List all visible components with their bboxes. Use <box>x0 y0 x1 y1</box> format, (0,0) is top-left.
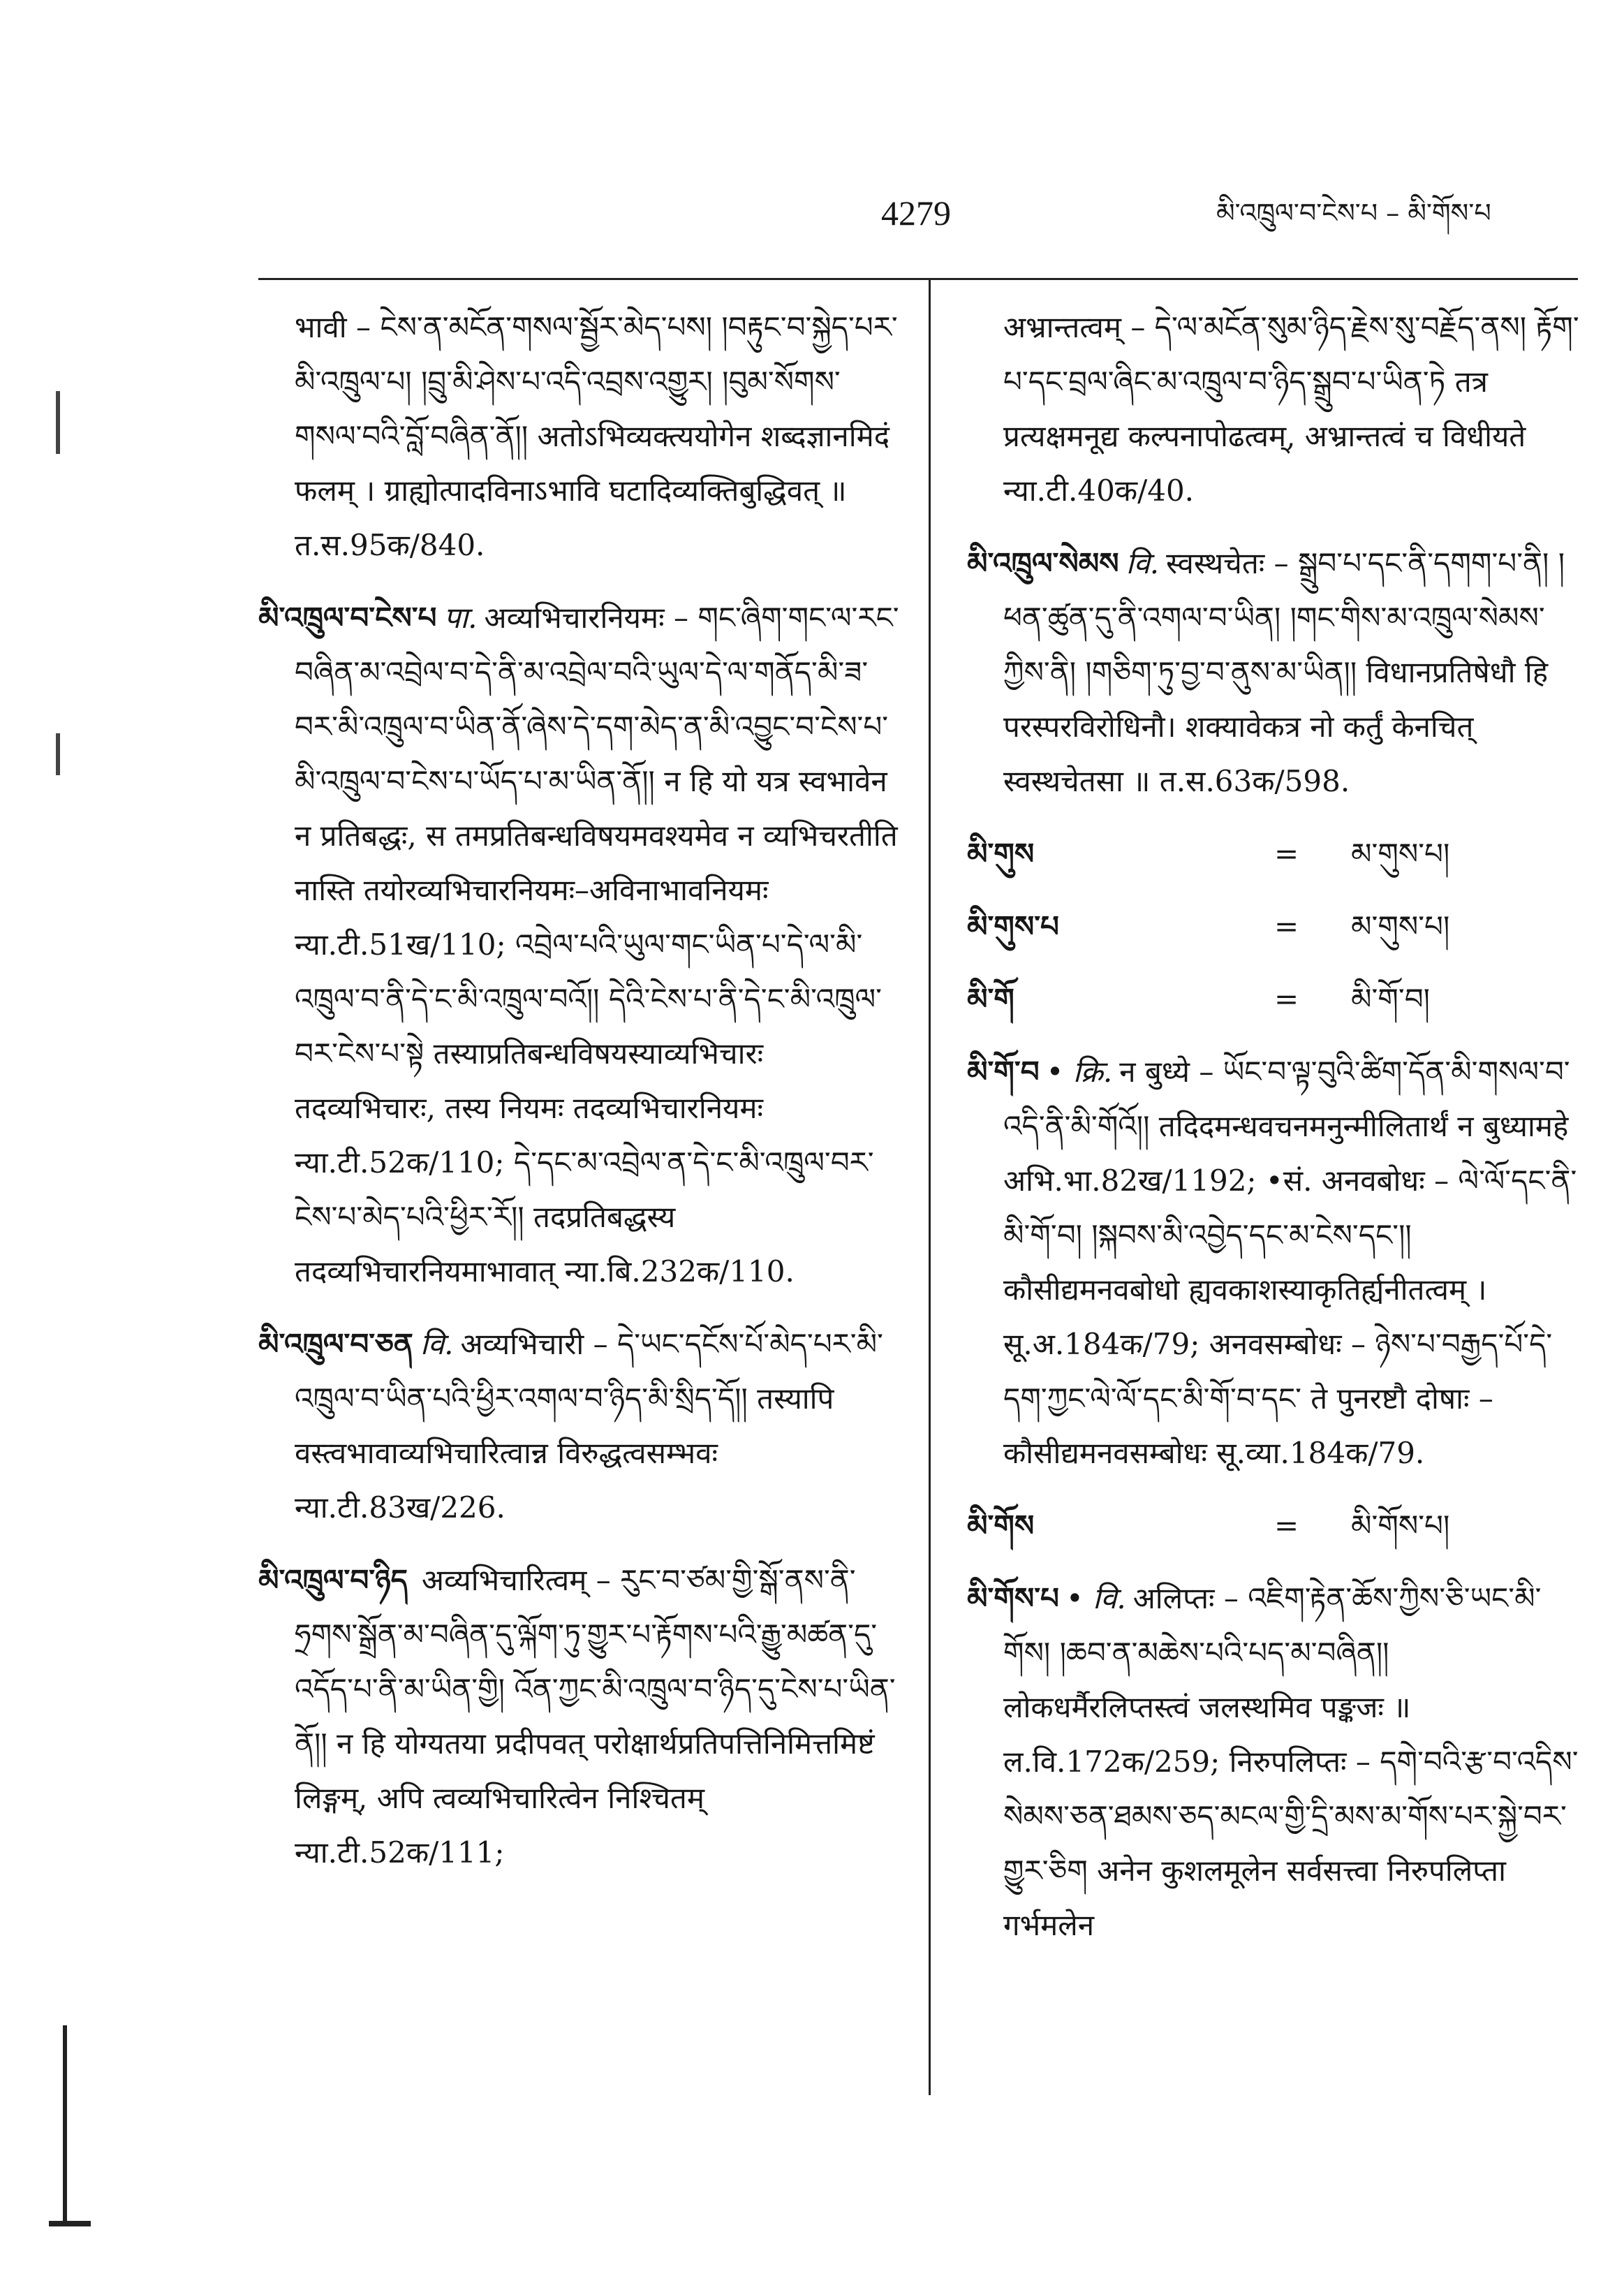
cross-reference-entry <box>967 1499 1581 1553</box>
dictionary-entry <box>258 1317 908 1535</box>
entry-grammar-tag: • वि. <box>1065 1581 1126 1615</box>
margin-mark <box>56 733 60 775</box>
equals-sign: = <box>1274 837 1299 871</box>
running-head: མི་འཁྲུལ་བ་ངེས་པ – མི་གོས་པ <box>1216 198 1491 228</box>
entry-text: अभ्रान्तत्वम् – དེ་ལ་མངོན་སུམ་ཉིད་རྗེས་སུ་བརྗོད་ནས། རྟོག་པ་དང་བྲལ་ཞིང་མ་འཁྲུལ་བ་ཉིད་སྒྲུབ་པ་ཡིན་ཏེ तत्र प्रत्यक्षमनूद्य कल्पनापोढत्वम्, अभ्रान्तत्वं च विधीयते न्या.टी.40क/40. <box>1003 310 1579 508</box>
entry-grammar-tag: पा. <box>443 601 478 635</box>
dictionary-entry <box>258 1553 908 1880</box>
entry-text: अव्यभिचारनियमः – གང་ཞིག་གང་ལ་རང་བཞིན་མ་འབྲེལ་བ་དེ་ནི་མ་འབྲེལ་བའི་ཡུལ་དེ་ལ་གནོད་མི་ཟ་བར་མི་འཁྲུལ་བ་ཡིན་ནོ་ཞེས་དེ་དག་མེད་ན་མི་འབྱུང་བ་ངེས་པ་མི་འཁྲུལ་བ་ངེས་པ་ཡོད་པ་མ་ཡིན་ནོ།། न हि यो यत्र स्वभावेन न प्रतिबद्धः, स तमप्रतिबन्धविषयमवश्यमेव न व्यभिचरतीति नास्ति तयोरव्यभिचारनियमः–अविनाभावनियमः न्या.टी.51ख/110; འབྲེལ་པའི་ཡུལ་གང་ཡིན་པ་དེ་ལ་མི་འཁྲུལ་བ་ནི་དེ་ང་མི་འཁྲུལ་བའོ།། དེའི་ངེས་པ་ནི་དེ་ང་མི་འཁྲུལ་བར་ངེས་པ་སྟེ तस्याप्रतिबन्धविषयस्याव्यभिचारः तदव्यभिचारः, तस्य नियमः तदव्यभिचारनियमः न्या.टी.52क/110; དེ་དང་མ་འབྲེལ་ན་དེ་ང་མི་འཁྲུལ་བར་ངེས་པ་མེད་པའི་ཕྱིར་རོ།། तदप्रतिबद्धस्य तदव्यभिचारनियमाभावात् न्या.बि.232क/110. <box>295 601 899 1289</box>
dictionary-entry-continued <box>967 300 1581 518</box>
margin-mark <box>56 391 60 454</box>
cross-reference-target: མ་གུས་པ། <box>1351 837 1450 871</box>
left-column <box>258 300 908 1898</box>
entry-headword: མི་འཁྲུལ་བ་ཉིད <box>258 1563 408 1597</box>
entry-text: अव्यभिचारित्वम् – རུང་བ་ཙམ་གྱི་སྒོ་ནས་ནི་ཧྲགས་སྒྲོན་མ་བཞིན་དུ་ལྐོག་ཏུ་གྱུར་པ་རྟོགས་པའི་རྒྱུ་མཚན་དུ་འདོད་པ་ནི་མ་ཡིན་གྱི། འོན་ཀྱང་མི་འཁྲུལ་བ་ཉིད་དུ་ངེས་པ་ཡིན་ནོ།། न हि योग्यतया प्रदीपवत् परोक्षार्थप्रतिपत्तिनिमित्तमिष्टं लिङ्गम्, अपि त्वव्यभिचारित्वेन निश्चितम् न्या.टी.52क/111; <box>295 1563 896 1870</box>
entry-headword: མི་འཁྲུལ་སེམས <box>967 546 1119 580</box>
entry-text: अव्यभिचारी – དེ་ཡང་དངོས་པོ་མེད་པར་མི་འཁྲུལ་བ་ཡིན་པའི་ཕྱིར་འགལ་བ་ཉིད་མི་སྲིད་དོ།། तस्यापि वस्त्वभावाव्यभिचारित्वान्न विरुद्धत्वसम्भवः न्या.टी.83ख/226. <box>295 1327 883 1525</box>
equals-sign: = <box>1274 909 1299 944</box>
dictionary-entry <box>967 1045 1581 1481</box>
entry-headword: མི་གོས་པ <box>967 1581 1059 1615</box>
entry-headword: མི་འཁྲུལ་བ་ཅན <box>258 1327 413 1361</box>
entry-grammar-tag: वि. <box>420 1327 454 1361</box>
equals-sign: = <box>1274 1509 1299 1543</box>
cross-reference-target: མི་གོས་པ། <box>1351 1509 1450 1543</box>
entry-grammar-tag: • क्रि. <box>1046 1055 1113 1089</box>
cross-reference-entry <box>967 972 1581 1027</box>
entry-text: अलिप्तः – འཇིག་རྟེན་ཆོས་ཀྱིས་ཅི་ཡང་མི་གོས། །ཆབ་ན་མཆེས་པའི་པད་མ་བཞིན།། लोकधर्मैरलिप्तस्त्वं जलस्थमिव पङ्कजः ॥ ल.वि.172क/259; निरुपलिप्तः – དགེ་བའི་རྩ་བ་འདིས་སེམས་ཅན་ཐམས་ཅད་མངལ་གྱི་དྲི་མས་མ་གོས་པར་སྐྱེ་བར་གྱུར་ཅིག अनेन कुशलमूलेन सर्वसत्त्वा निरुपलिप्ता गर्भमलेन <box>1003 1581 1579 1942</box>
entry-text: स्वस्थचेतः – སྒྲུབ་པ་དང་ནི་དགག་པ་ནི། །ཕན་ཚུན་དུ་ནི་འགལ་བ་ཡིན། །གང་གིས་མ་འཁྲུལ་སེམས་ཀྱིས་ནི། །གཅིག་ཏུ་བྱ་བ་ནུས་མ་ཡིན།། विधानप्रतिषेधौ हि परस्परविरोधिनौ। शक्यावेकत्र नो कर्तुं केनचित् स्वस्थचेतसा ॥ त.स.63क/598. <box>1003 546 1565 798</box>
entry-headword: མི་འཁྲུལ་བ་ངེས་པ <box>258 601 437 635</box>
page-header <box>0 189 1624 244</box>
right-column <box>967 300 1581 1971</box>
cross-reference-target: མི་གོ་བ། <box>1351 982 1430 1016</box>
dictionary-entry-continued <box>258 300 908 573</box>
dictionary-entry <box>258 591 908 1299</box>
entry-text: भावी – ངེས་ན་མངོན་གསལ་སྦྱོར་མེད་པས། །བརྟུང་བ་སྐྱེད་པར་མི་འཁྲུལ་པ། །བྲུ་མི་ཤེས་པ་འདི་འབྲས་འགྱུར། །བུམ་སོགས་གསལ་བའི་བློ་བཞིན་ནོ།། अतोऽभिव्यक्त्ययोगेन शब्दज्ञानमिदं फलम् । ग्राह्योत्पादविनाऽभावि घटादिव्यक्तिबुद्धिवत् ॥ त.स.95क/840. <box>295 310 898 562</box>
entry-headword: མི་གོ <box>967 982 1014 1016</box>
entry-headword: མི་གོས <box>967 1509 1035 1543</box>
cross-reference-entry <box>967 827 1581 881</box>
cross-reference-entry <box>967 900 1581 954</box>
header-rule <box>258 278 1578 280</box>
margin-mark <box>63 2025 67 2224</box>
margin-mark <box>49 2221 91 2226</box>
entry-headword: མི་གོ་བ <box>967 1055 1040 1089</box>
column-divider <box>929 279 931 2095</box>
cross-reference-target: མ་གུས་པ། <box>1351 909 1450 944</box>
entry-grammar-tag: वि. <box>1125 546 1160 580</box>
entry-headword: མི་གུས <box>967 837 1035 871</box>
dictionary-entry <box>967 536 1581 809</box>
page-number: 4279 <box>881 193 951 233</box>
entry-headword: མི་གུས་པ <box>967 909 1059 944</box>
entry-text: न बुध्ये – ཡོང་བ་ལྟ་བུའི་ཚིག་དོན་མི་གསལ་བ་འདི་ནི་མི་གོའོ།། तदिदमन्धवचनमनुन्मीलितार्थं न बुध्यामहे अभि.भा.82ख/1192; •सं. अनवबोधः – ལེ་ལོ་དང་ནི་མི་གོ་བ། །སྐབས་མི་འབྱེད་དང་མ་ངེས་དང་།། कौसीद्यमनवबोधो ह्यवकाशस्याकृतिर्ह्यनीतत्वम् । सू.अ.184क/79; अनवसम्बोधः – ཉེས་པ་བརྒྱད་པོ་དེ་དག་ཀྱང་ལེ་ལོ་དང་མི་གོ་བ་དང་ ते पुनरष्टौ दोषाः – कौसीद्यमनवसम्बोधः सू.व्या.184क/79. <box>1003 1055 1577 1470</box>
dictionary-entry <box>967 1571 1581 1953</box>
equals-sign: = <box>1274 982 1299 1016</box>
